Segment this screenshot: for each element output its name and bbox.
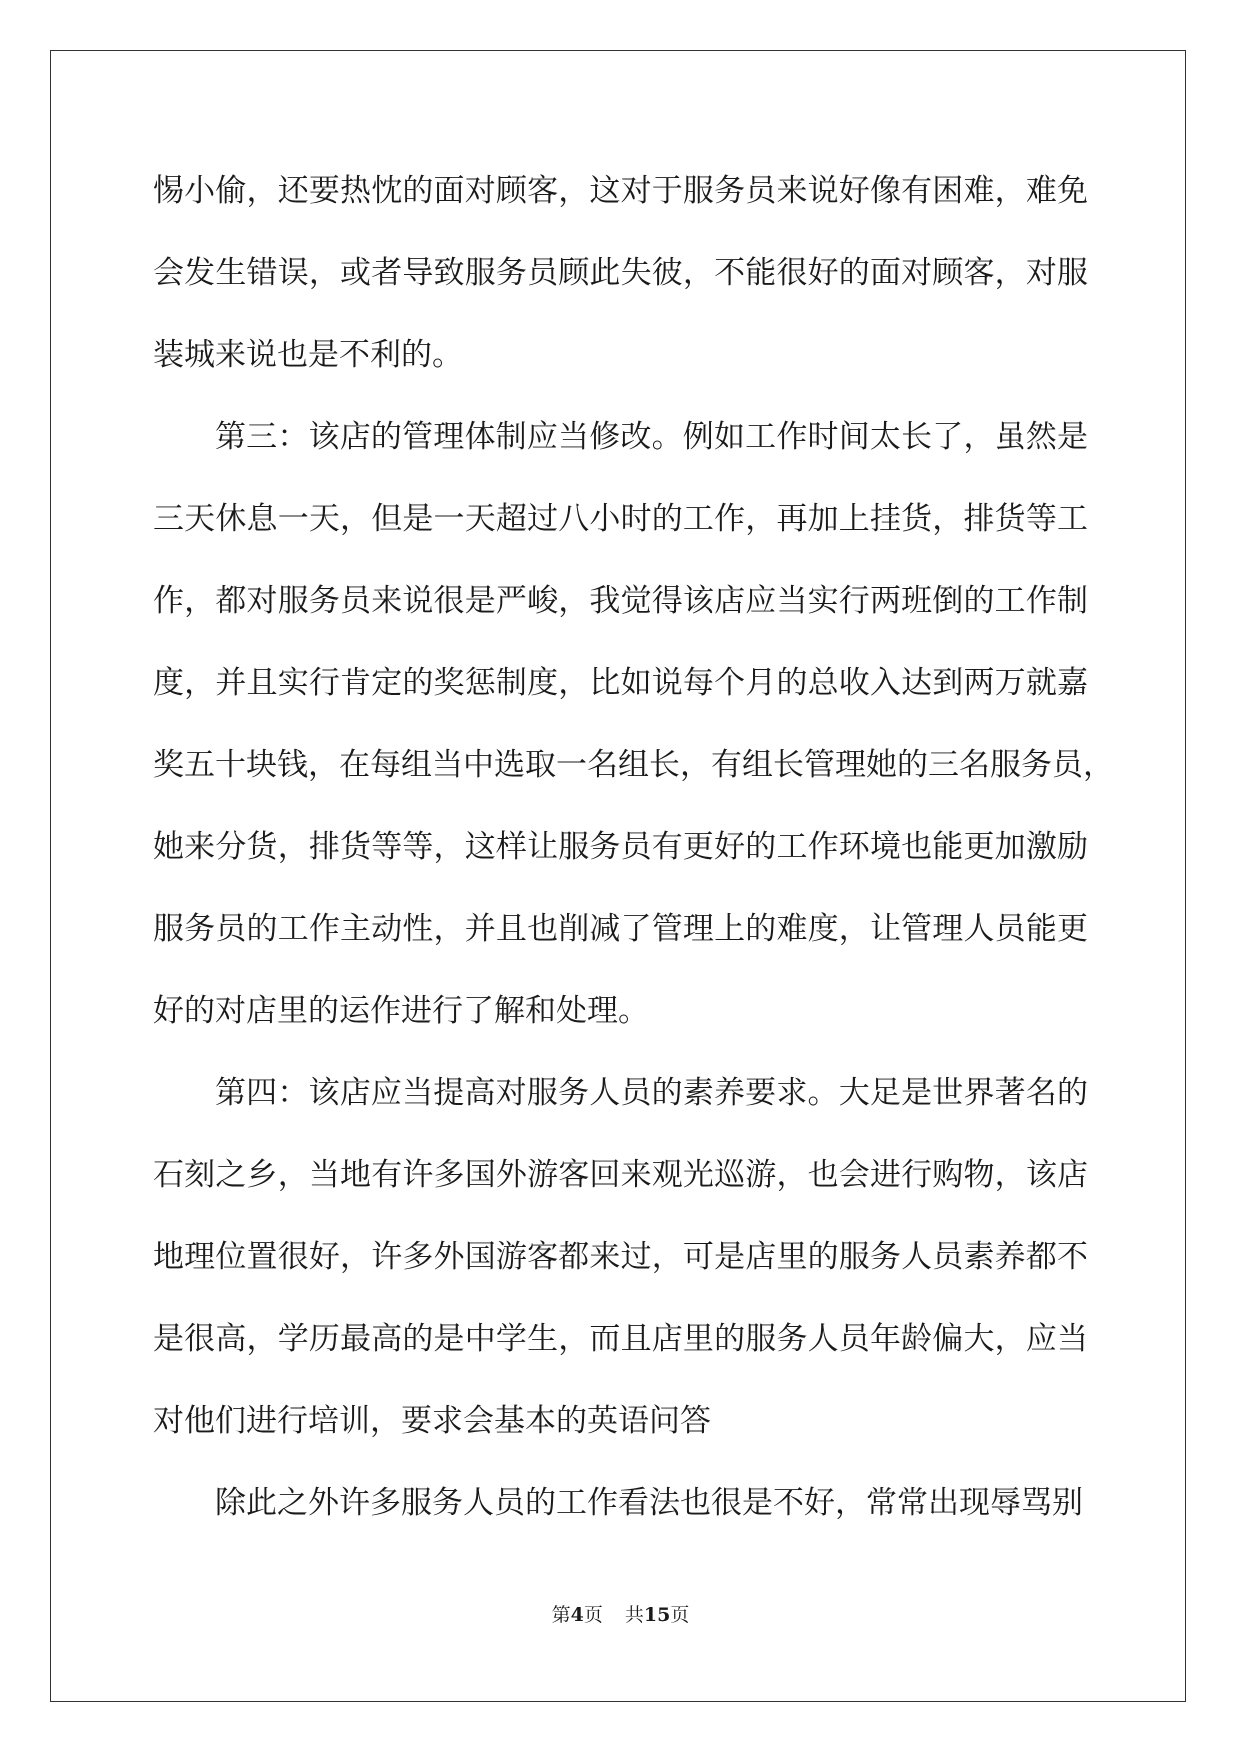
current-page-number: 4 <box>570 1604 584 1626</box>
text-line: 度，并且实行肯定的奖惩制度，比如说每个月的总收入达到两万就嘉 <box>153 665 1088 701</box>
text-line: 是很高，学历最高的是中学生，而且店里的服务人员年龄偏大，应当 <box>153 1321 1088 1357</box>
text-line: 石刻之乡，当地有许多国外游客回来观光巡游，也会进行购物，该店 <box>153 1157 1088 1193</box>
text-line: 作，都对服务员来说很是严峻，我觉得该店应当实行两班倒的工作制 <box>153 583 1088 619</box>
paragraph <box>153 1062 1088 1472</box>
footer-prefix: 第 <box>551 1604 571 1626</box>
text-line: 装城来说也是不利的。 <box>153 337 463 373</box>
text-line: 她来分货，排货等等，这样让服务员有更好的工作环境也能更加激励 <box>153 829 1088 865</box>
paragraph <box>153 1472 1088 1554</box>
text-line: 第三：该店的管理体制应当修改。例如工作时间太长了，虽然是 <box>215 419 1088 455</box>
page-footer <box>0 1600 1241 1627</box>
paragraph <box>153 406 1114 1062</box>
text-line: 地理位置很好，许多外国游客都来过，可是店里的服务人员素养都不 <box>153 1239 1088 1275</box>
text-line: 会发生错误，或者导致服务员顾此失彼，不能很好的面对顾客，对服 <box>153 255 1088 291</box>
text-line: 除此之外许多服务人员的工作看法也很是不好，常常出现辱骂别 <box>215 1485 1083 1521</box>
footer-page-word: 页 <box>583 1604 603 1626</box>
total-page-number: 15 <box>643 1604 671 1626</box>
footer-total-suffix: 页 <box>670 1604 690 1626</box>
text-line: 好的对店里的运作进行了解和处理。 <box>153 993 649 1029</box>
document-body <box>153 160 1114 1554</box>
text-line: 惕小偷，还要热忱的面对顾客，这对于服务员来说好像有困难，难免 <box>153 173 1088 209</box>
text-line: 对他们进行培训，要求会基本的英语问答 <box>153 1403 711 1439</box>
text-line: 第四：该店应当提高对服务人员的素养要求。大足是世界著名的 <box>215 1075 1088 1111</box>
text-line: 奖五十块钱，在每组当中选取一名组长，有组长管理她的三名服务员， <box>153 747 1114 783</box>
footer-total-prefix: 共 <box>624 1604 644 1626</box>
text-line: 服务员的工作主动性，并且也削减了管理上的难度，让管理人员能更 <box>153 911 1088 947</box>
paragraph <box>153 160 1088 406</box>
text-line: 三天休息一天，但是一天超过八小时的工作，再加上挂货，排货等工 <box>153 501 1088 537</box>
